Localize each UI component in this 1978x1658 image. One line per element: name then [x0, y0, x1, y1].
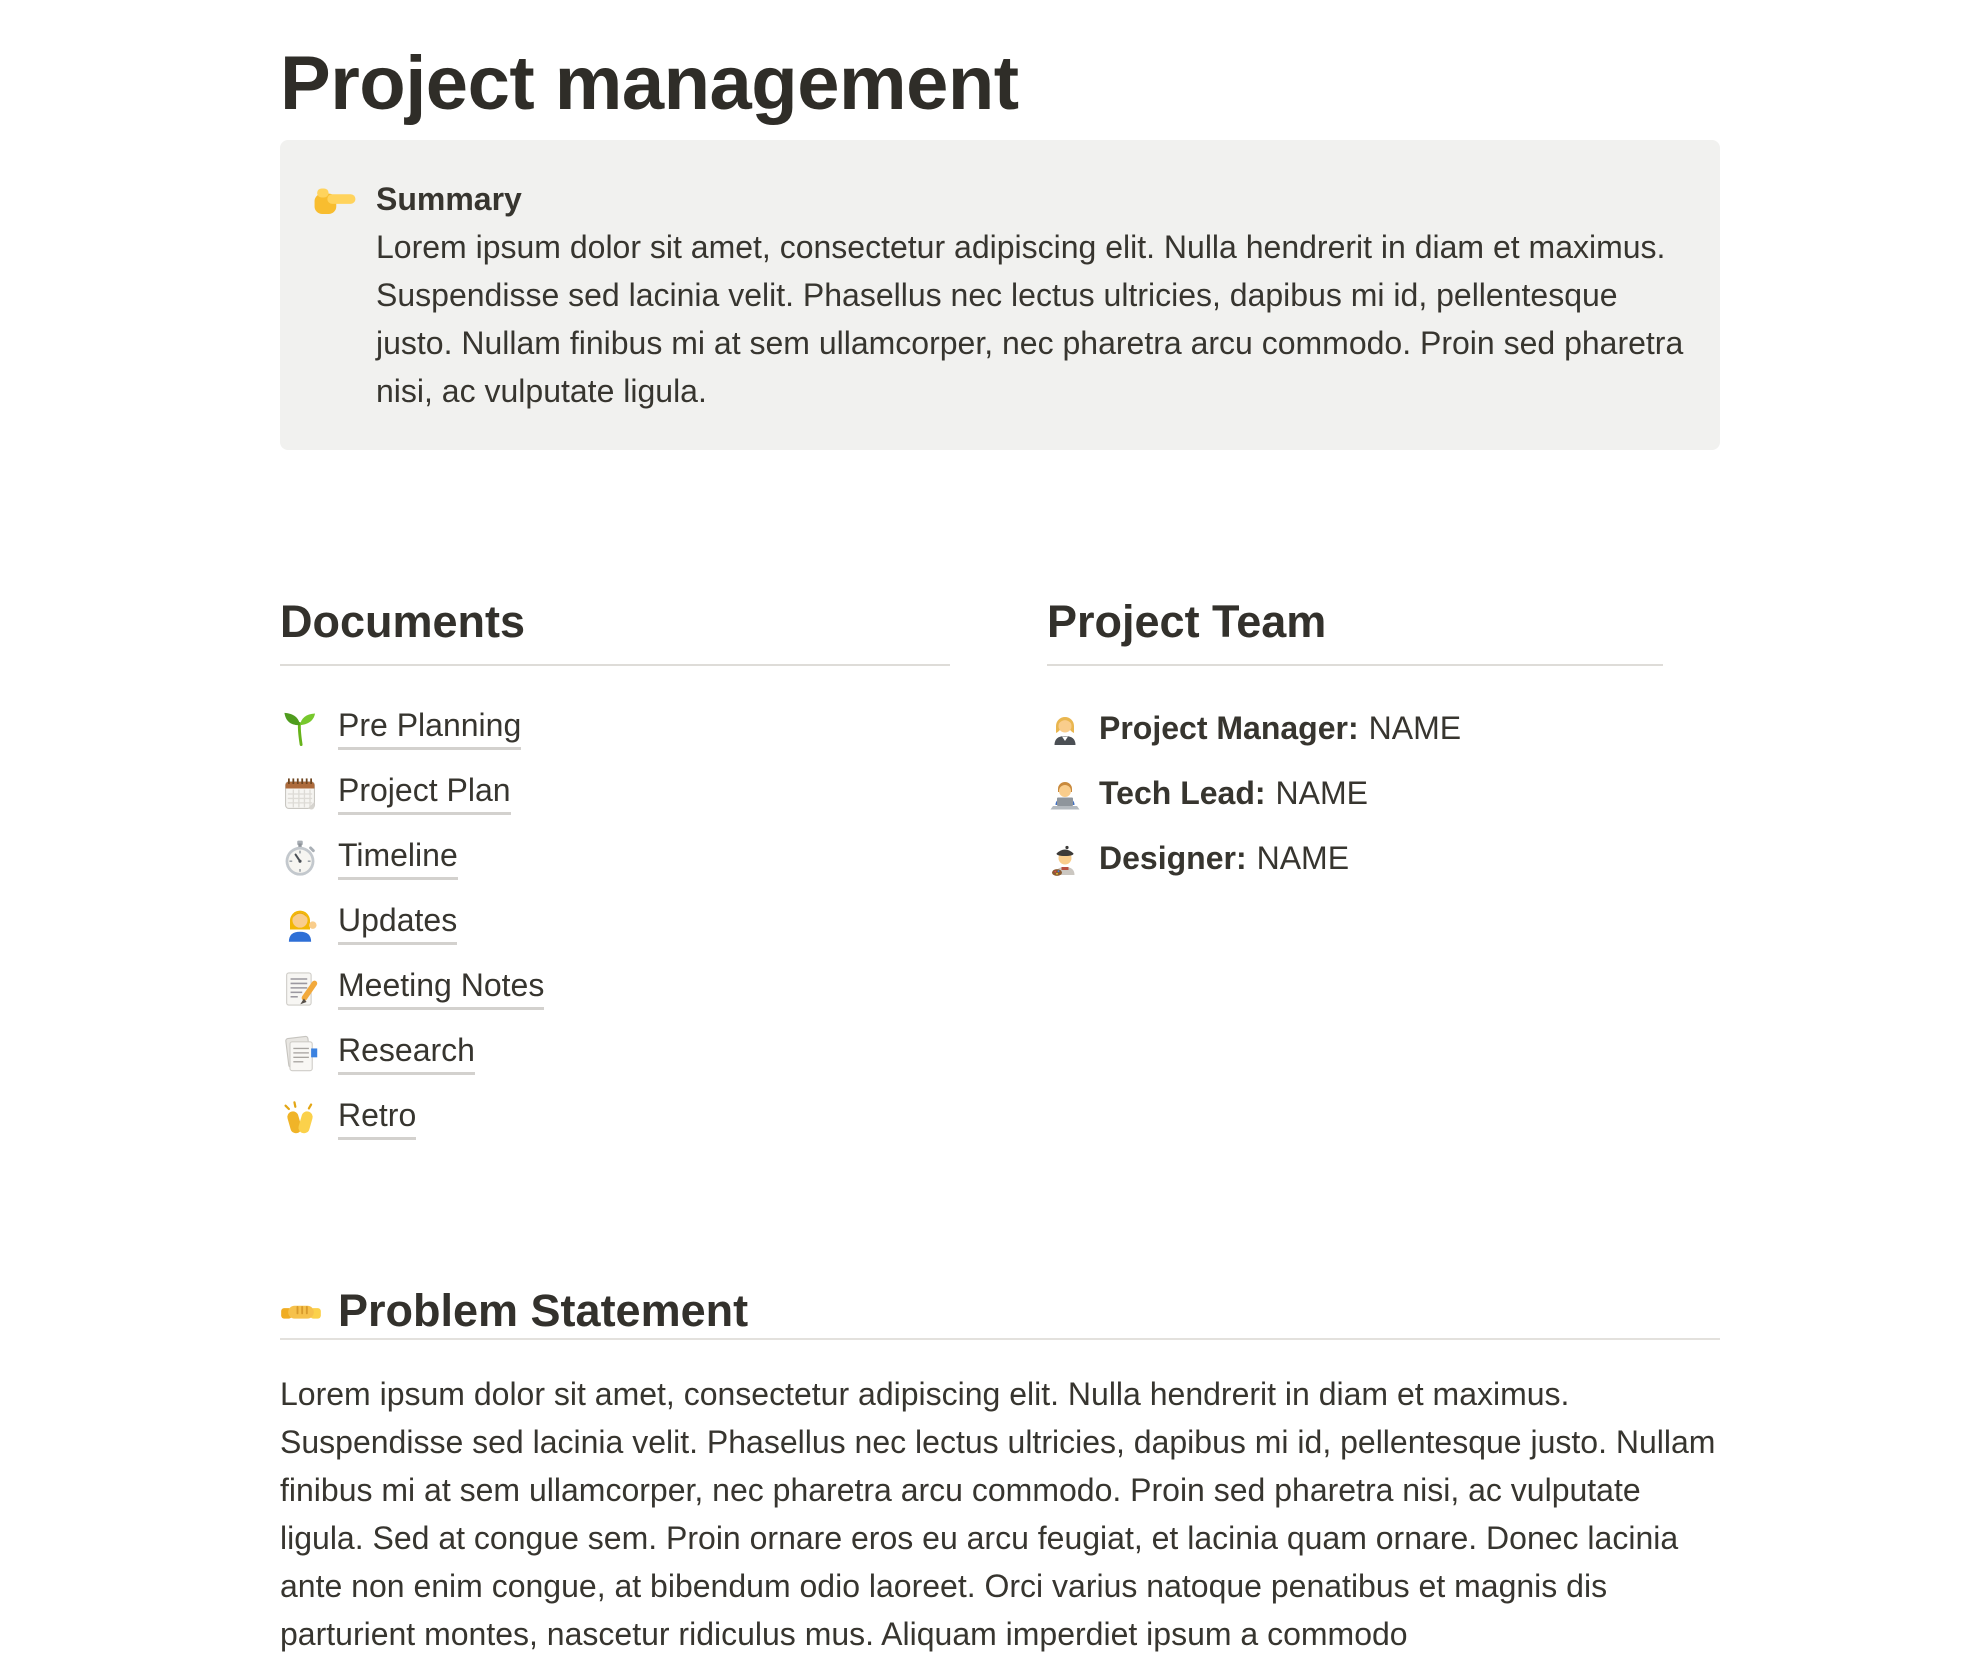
page-title: Project management — [280, 41, 1019, 126]
project-team-heading: Project Team — [1047, 596, 1327, 647]
team-member-row — [1047, 696, 1663, 761]
summary-title: Summary — [376, 181, 522, 217]
team-member-name: NAME — [1368, 710, 1462, 746]
document-link-row[interactable] — [280, 891, 950, 956]
document-link[interactable]: Research — [338, 1032, 475, 1075]
memo-icon — [280, 969, 320, 1009]
spiral-calendar-icon — [280, 774, 320, 814]
documents-divider — [280, 664, 950, 666]
document-link[interactable]: Timeline — [338, 837, 458, 880]
problem-statement-text: Lorem ipsum dolor sit amet, consectetur adipiscing elit. Nulla hendrerit in diam et maximus. Suspendisse sed lacinia velit. Phasellus nec lectus ultricies, dapibus mi id, pellentesque justo. Nullam finibus mi at sem ullamcorper, nec pharetra arcu commodo. Proin sed pharetra nisi, ac vulputate ligula. Sed at congue sem. Proin ornare eros eu arcu feugiat, et lacinia quam ornare. Donec lacinia ante non enim congue, at bibendum odio laoreet. Orci varius natoque penatibus et magnis dis parturient montes, nascetur ridiculus mus. Aliquam imperdiet ipsum a commodo — [280, 1376, 1716, 1652]
team-member-name: NAME — [1256, 840, 1350, 876]
project-team-divider — [1047, 664, 1663, 666]
document-link[interactable]: Project Plan — [338, 772, 511, 815]
document-link-row[interactable] — [280, 1086, 950, 1151]
team-member-label — [1099, 710, 1461, 747]
team-member-row — [1047, 761, 1663, 826]
document-link-row[interactable] — [280, 956, 950, 1021]
pointing-right-icon — [312, 177, 358, 223]
woman-tipping-hand-icon — [280, 904, 320, 944]
documents-list — [280, 696, 950, 1151]
bookmark-tabs-icon — [280, 1034, 320, 1074]
team-member-label — [1099, 840, 1349, 877]
page-content — [280, 0, 1720, 1658]
document-link[interactable]: Retro — [338, 1097, 416, 1140]
team-member-name: NAME — [1275, 775, 1368, 811]
two-column-section — [280, 592, 1720, 1151]
team-member-row — [1047, 826, 1663, 891]
summary-callout-body — [376, 175, 1684, 415]
document-link[interactable]: Pre Planning — [338, 707, 521, 750]
problem-statement-section — [280, 1286, 1720, 1658]
project-team-column — [1047, 592, 1663, 1151]
summary-text: Lorem ipsum dolor sit amet, consectetur adipiscing elit. Nulla hendrerit in diam et maximus. Suspendisse sed lacinia velit. Phasellus nec lectus ultricies, dapibus mi id, pellentesque justo. Nullam finibus mi at sem ullamcorper, nec pharetra arcu commodo. Proin sed pharetra nisi, ac vulputate ligula. — [376, 229, 1684, 409]
project-team-list — [1047, 696, 1663, 891]
man-artist-icon — [1047, 841, 1083, 877]
team-member-role: Tech Lead: — [1099, 775, 1266, 811]
team-member-label — [1099, 775, 1368, 812]
document-link-row[interactable] — [280, 696, 950, 761]
document-link-row[interactable] — [280, 826, 950, 891]
document-link[interactable]: Meeting Notes — [338, 967, 544, 1010]
problem-statement-heading — [280, 1286, 1720, 1336]
team-member-role: Project Manager: — [1099, 710, 1359, 746]
stopwatch-icon — [280, 839, 320, 879]
document-link-row[interactable] — [280, 761, 950, 826]
documents-column — [280, 592, 950, 1151]
summary-callout — [280, 140, 1720, 450]
team-member-role: Designer: — [1099, 840, 1247, 876]
document-link-row[interactable] — [280, 1021, 950, 1086]
document-link[interactable]: Updates — [338, 902, 457, 945]
woman-office-worker-icon — [1047, 711, 1083, 747]
man-technologist-icon — [1047, 776, 1083, 812]
handshake-icon — [280, 1290, 322, 1332]
documents-heading: Documents — [280, 596, 526, 647]
problem-statement-title: Problem Statement — [338, 1285, 749, 1336]
problem-statement-divider — [280, 1338, 1720, 1340]
seedling-icon — [280, 709, 320, 749]
clapping-hands-icon — [280, 1099, 320, 1139]
